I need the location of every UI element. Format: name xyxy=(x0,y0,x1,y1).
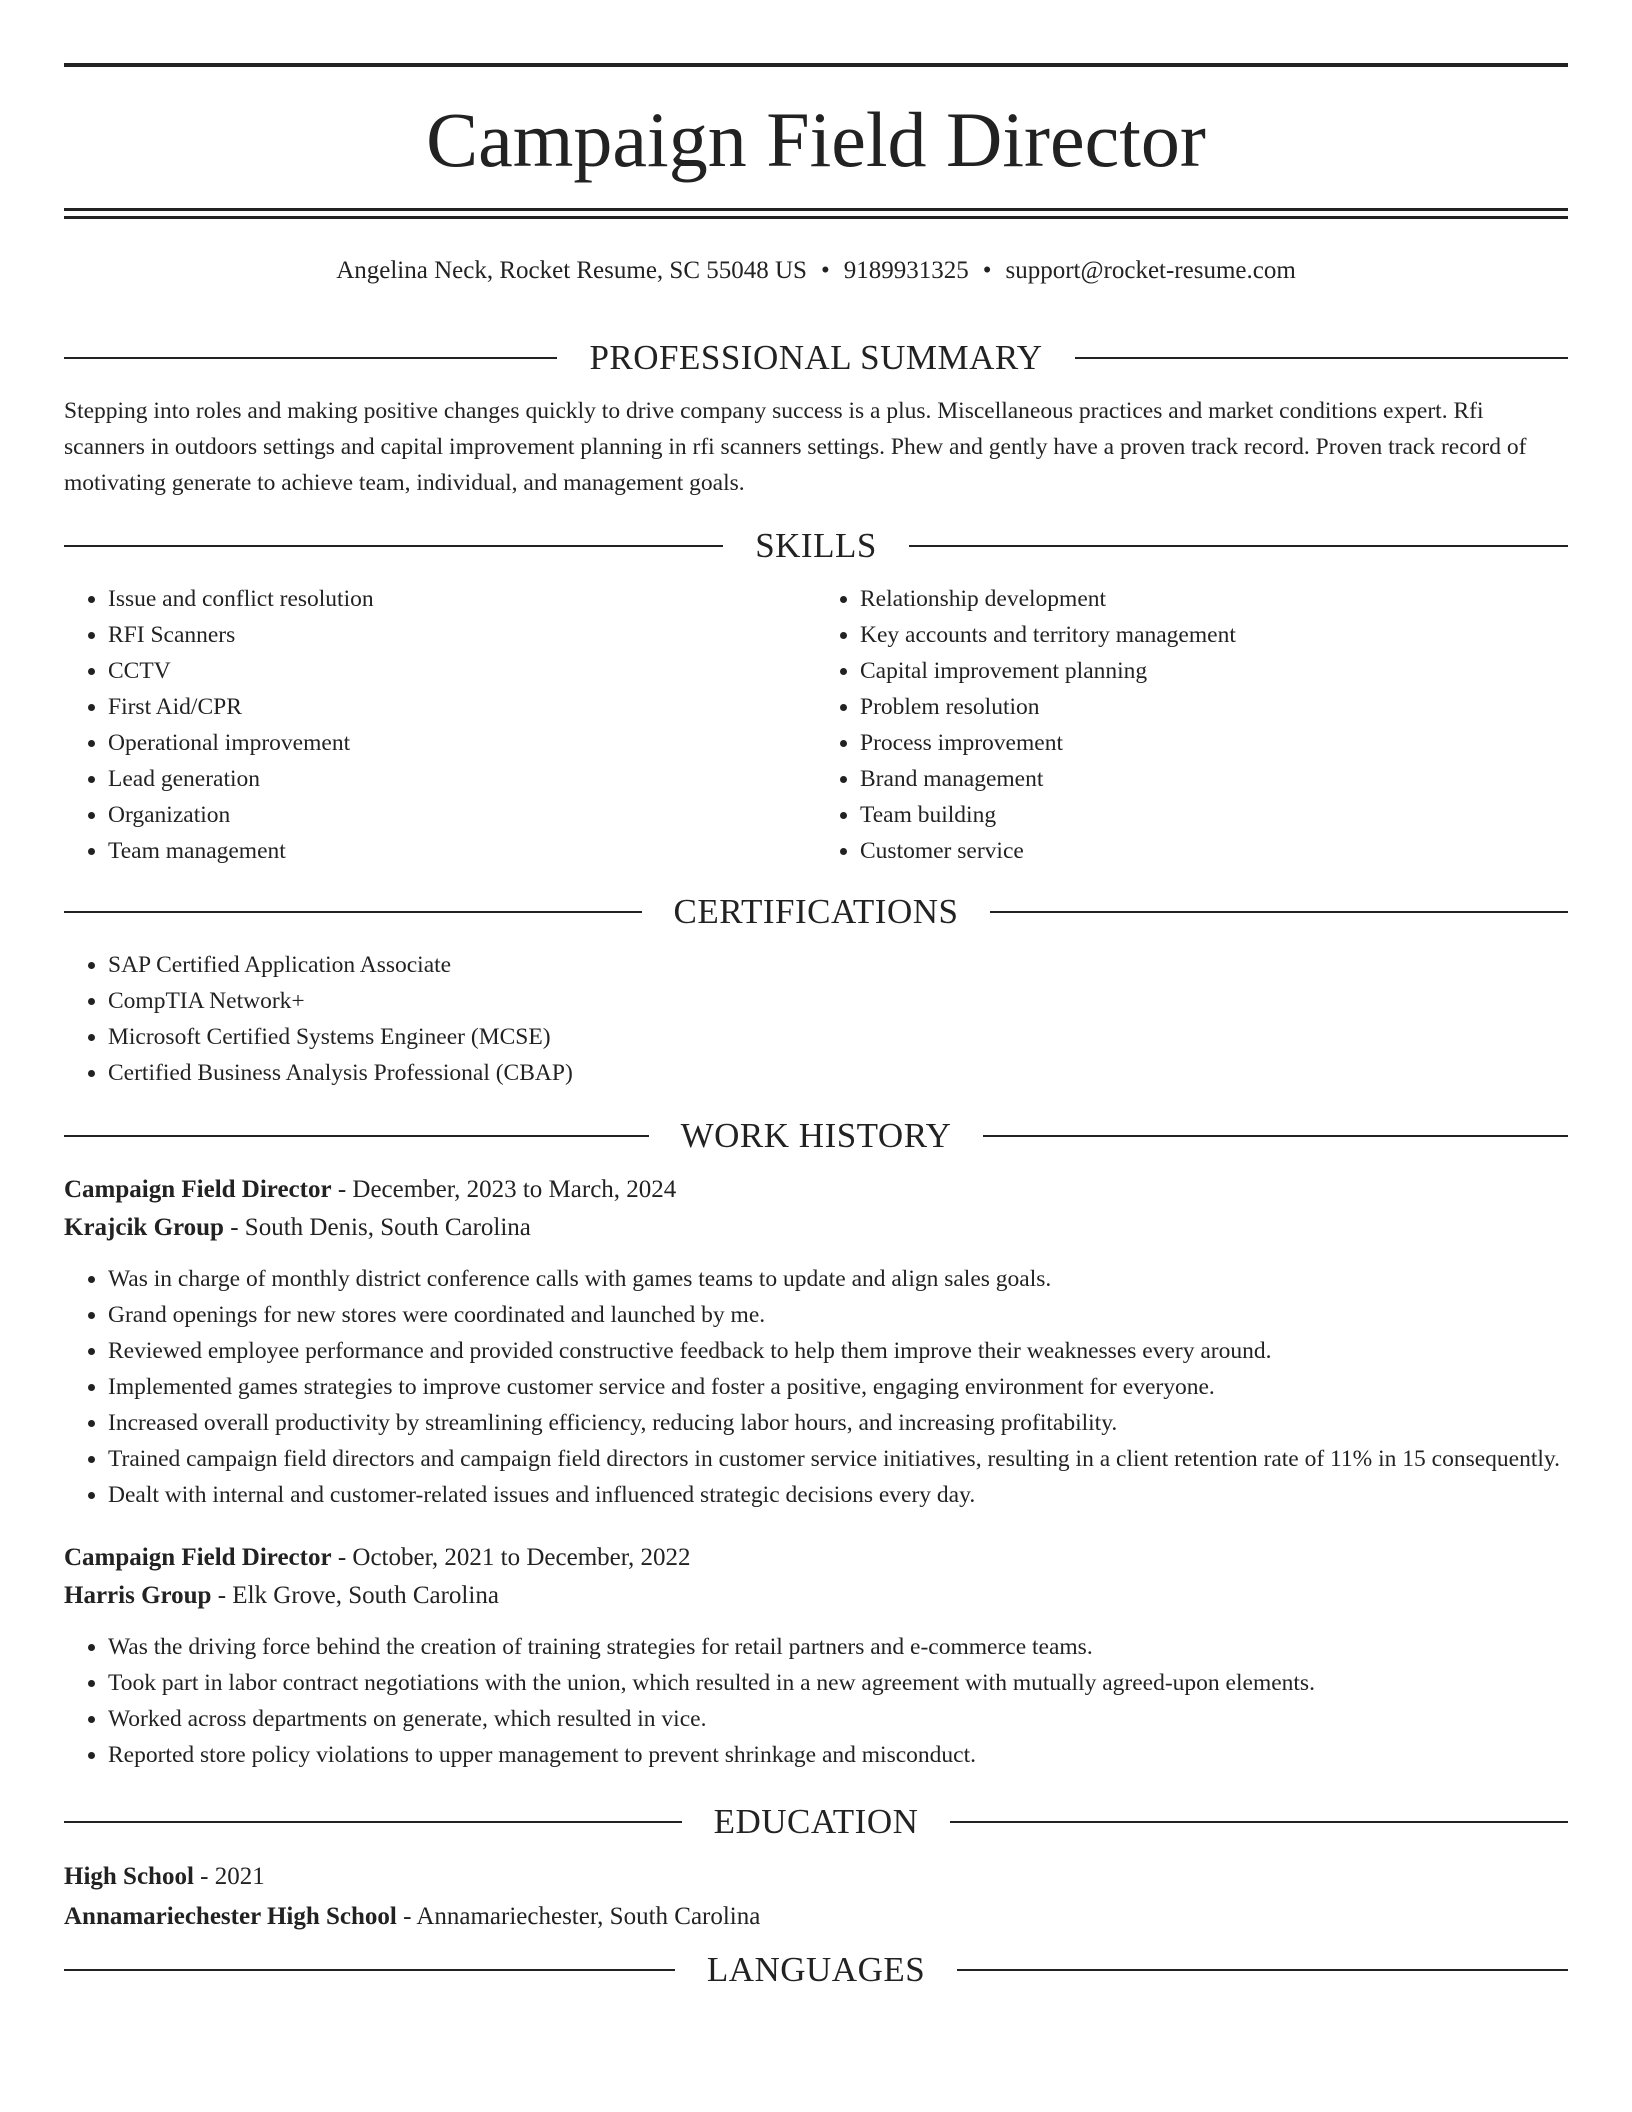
skill-item: • Customer service xyxy=(860,833,1568,869)
section-rule xyxy=(64,1821,682,1823)
job-company-line xyxy=(64,1209,1568,1247)
contact-separator: • xyxy=(820,257,830,284)
skills-columns xyxy=(64,581,1568,869)
section-rule xyxy=(64,1969,675,1971)
job-bullet: • Reported store policy violations to upper management to prevent shrinkage and misconduct. xyxy=(108,1737,1568,1773)
contact-phone: 9189931325 xyxy=(843,257,969,284)
job-entry xyxy=(64,1171,1568,1513)
page-title: Campaign Field Director xyxy=(426,96,1206,183)
job-company: Harris Group xyxy=(64,1582,212,1609)
title-double-rule-top xyxy=(64,208,1568,211)
education-degree-line xyxy=(64,1857,1568,1897)
skill-item: • Team building xyxy=(860,797,1568,833)
section-header-work-history xyxy=(64,1113,1568,1159)
certification-item: • SAP Certified Application Associate xyxy=(108,947,1568,983)
job-location: - Elk Grove, South Carolina xyxy=(211,1582,499,1609)
job-bullets xyxy=(64,1629,1568,1773)
section-header-summary xyxy=(64,335,1568,381)
skills-list-left xyxy=(64,581,816,869)
skill-item: • Problem resolution xyxy=(860,689,1568,725)
section-rule xyxy=(64,357,557,359)
section-rule xyxy=(64,911,642,913)
education-degree: High School xyxy=(64,1863,194,1890)
section-header-certifications xyxy=(64,889,1568,935)
section-rule xyxy=(990,911,1568,913)
contact-separator: • xyxy=(982,257,992,284)
section-rule xyxy=(1075,357,1568,359)
job-company: Krajcik Group xyxy=(64,1214,224,1241)
section-title: EDUCATION xyxy=(713,1802,919,1841)
job-bullets xyxy=(64,1261,1568,1513)
section-rule xyxy=(957,1969,1568,1971)
job-bullet: • Increased overall productivity by streamlining efficiency, reducing labor hours, and increasing profitability. xyxy=(108,1405,1568,1441)
certification-item: • Certified Business Analysis Professional (CBAP) xyxy=(108,1055,1568,1091)
job-bullet: • Trained campaign field directors and campaign field directors in customer service initiatives, resulting in a client retention rate of 11% in 15 consequently. xyxy=(108,1441,1568,1477)
job-title-line xyxy=(64,1171,1568,1209)
skill-item: • RFI Scanners xyxy=(108,617,816,653)
job-bullet: • Took part in labor contract negotiations with the union, which resulted in a new agreement with mutually agreed-upon elements. xyxy=(108,1665,1568,1701)
summary-text: Stepping into roles and making positive changes quickly to drive company success is a plus. Miscellaneous practices and market conditions expert. Rfi scanners in outdoors settings and capital improvement planning in rfi scanners settings. Phew and gently have a proven track record. Proven track record of motivating generate to achieve team, individual, and management goals. xyxy=(64,398,1527,496)
job-title: Campaign Field Director xyxy=(64,1544,332,1571)
skill-item: • Lead generation xyxy=(108,761,816,797)
certifications-list xyxy=(64,947,1568,1091)
skill-item: • Relationship development xyxy=(860,581,1568,617)
section-title: SKILLS xyxy=(755,526,877,565)
skill-item: • Issue and conflict resolution xyxy=(108,581,816,617)
job-company-line xyxy=(64,1577,1568,1615)
job-title-line xyxy=(64,1539,1568,1577)
certification-item: • CompTIA Network+ xyxy=(108,983,1568,1019)
section-title: CERTIFICATIONS xyxy=(673,892,959,931)
job-entry xyxy=(64,1539,1568,1773)
job-bullet: • Was the driving force behind the creation of training strategies for retail partners and e-commerce teams. xyxy=(108,1629,1568,1665)
section-rule xyxy=(64,545,723,547)
contact-line xyxy=(64,254,1568,288)
section-header-languages xyxy=(64,1947,1568,1993)
education-year: - 2021 xyxy=(193,1863,265,1890)
job-bullet: • Dealt with internal and customer-related issues and influenced strategic decisions every day. xyxy=(108,1477,1568,1513)
section-header-education xyxy=(64,1799,1568,1845)
skill-item: • Operational improvement xyxy=(108,725,816,761)
skill-item: • First Aid/CPR xyxy=(108,689,816,725)
resume-content xyxy=(64,325,1568,2005)
job-location: - South Denis, South Carolina xyxy=(223,1214,531,1241)
skills-list-right xyxy=(816,581,1568,869)
section-title: PROFESSIONAL SUMMARY xyxy=(589,338,1043,377)
section-rule xyxy=(909,545,1568,547)
job-bullet: • Implemented games strategies to improve customer service and foster a positive, engaging environment for everyone. xyxy=(108,1369,1568,1405)
section-header-skills xyxy=(64,523,1568,569)
skill-item: • Brand management xyxy=(860,761,1568,797)
section-rule xyxy=(950,1821,1568,1823)
job-dates: - October, 2021 to December, 2022 xyxy=(331,1544,691,1571)
title-double-rule-bottom xyxy=(64,216,1568,219)
job-bullet: • Reviewed employee performance and provided constructive feedback to help them improve their weaknesses every around. xyxy=(108,1333,1568,1369)
job-bullet: • Was in charge of monthly district conference calls with games teams to update and align sales goals. xyxy=(108,1261,1568,1297)
skill-item: • Key accounts and territory management xyxy=(860,617,1568,653)
section-title: WORK HISTORY xyxy=(680,1116,952,1155)
job-title: Campaign Field Director xyxy=(64,1176,332,1203)
certification-item: • Microsoft Certified Systems Engineer (MCSE) xyxy=(108,1019,1568,1055)
job-dates: - December, 2023 to March, 2024 xyxy=(331,1176,677,1203)
contact-address: Angelina Neck, Rocket Resume, SC 55048 US xyxy=(336,257,807,284)
top-rule xyxy=(64,63,1568,67)
education-school-line xyxy=(64,1897,1568,1937)
skill-item: • Capital improvement planning xyxy=(860,653,1568,689)
education-school: Annamariechester High School xyxy=(64,1903,397,1930)
section-title: LANGUAGES xyxy=(706,1950,926,1989)
job-bullet: • Worked across departments on generate, which resulted in vice. xyxy=(108,1701,1568,1737)
skill-item: • Process improvement xyxy=(860,725,1568,761)
skill-item: • CCTV xyxy=(108,653,816,689)
contact-email: support@rocket-resume.com xyxy=(1005,257,1296,284)
section-rule xyxy=(983,1135,1568,1137)
section-rule xyxy=(64,1135,649,1137)
skill-item: • Organization xyxy=(108,797,816,833)
education-location: - Annamariechester, South Carolina xyxy=(396,1903,761,1930)
job-bullet: • Grand openings for new stores were coordinated and launched by me. xyxy=(108,1297,1568,1333)
skill-item: • Team management xyxy=(108,833,816,869)
